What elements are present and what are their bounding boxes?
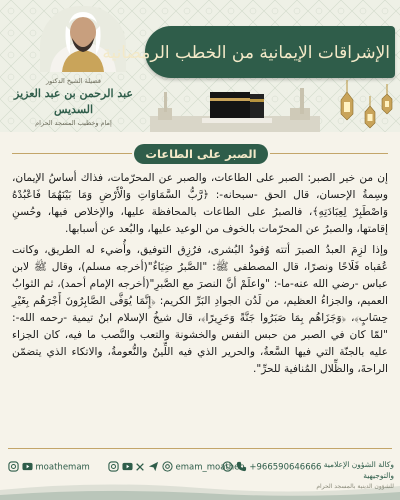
imam-honorific: فضيلة الشيخ الدكتور <box>46 77 101 85</box>
handle-text-1: emam_moathen <box>175 462 245 473</box>
footer-ornament <box>0 480 400 500</box>
series-title: الإشراقات الإيمانية من الخطب الرمضانية <box>102 43 390 63</box>
imam-role: إمام وخطيب المسجد الحرام <box>35 119 112 127</box>
topic-title: الصبر على الطاعات <box>134 144 268 164</box>
phone-number: +966590646666 <box>249 462 322 473</box>
lantern-icon <box>380 84 394 118</box>
camera-icon <box>8 461 19 472</box>
agency-subname: للشؤون الدينية بالمسجد الحرام <box>316 483 394 490</box>
send-icon <box>148 461 159 472</box>
handle-contact-2[interactable] <box>8 460 90 474</box>
paragraph: إن من خير الصبر: الصبر على الطاعات، والصبر عن المحرّمات، فذاك أساسُ الإيمان، وسِمةُ الإحسان، قال الحق -سبحانه-: ﴿رَّبُّ السَّمَاوَاتِ وَالْأَرْضِ وَمَا بَيْنَهُمَا فَاعْبُدْهُ وَاصْطَبِرْ لِعِبَادَتِهِ﴾، فالصبرُ على الطاعات بالمحافظة عليها، والإخلاص فيها، وحُسنِ إقامتها، والصبرُ عن المحرّمات بالخوف من الوعيد عليها، والبُعد عن أسبابها. <box>12 172 388 235</box>
x-icon <box>135 462 145 472</box>
imam-credit <box>6 76 141 132</box>
imam-name: عبد الرحمن بن عبد العزيز السديس <box>14 87 133 116</box>
divider-left <box>12 153 132 154</box>
paragraph: وإذا لزِمَ العبدُ الصبرَ أتته وُفودُ البُشرى، فرُزِق التوفيق، وأُضيء له الطريق، وكانت عُقباه فَلَاحًا ونصرًا، قال المصطفى ﷺ: "الصَّبرُ ضِيَاءٌ"(أخرجه مسلم)، وقال ﷺ لابن عباس -رضي الله عنه-ما-: "واعلَمْ أنَّ النصرَ مع الصَّبرِ"(أخرجه الإمام أحمد)، ثم الثوابُ العميم، والجزاءُ العظيم، من لَدُن الجوادِ البَرِّ الكريم: ﴿إِنَّمَا يُوَفَّى الصَّابِرُونَ أَجْرَهُم بِغَيْرِ حِسَابٍ﴾، ﴿وَجَزَاهُم بِمَا صَبَرُوا جَنَّةً وَحَرِيرًا﴾، قال شيخُ الإسلام ابنُ تيمية -رحمه الله-: "لمّا كان في الصبر من حبس النفس والخشونة والتعب والنَّصب ما فيه، كان الجزاء عليه بالجنّة التي فيها السَّعةُ، والحرير الذي فيه اللِّينُ والنُّعومةُ، والاتكاء الذي يتضمّن الراحةَ، والظِّلال المُنافية للحرِّ". <box>12 244 388 375</box>
header <box>0 0 400 132</box>
kaaba-illustration <box>150 78 320 132</box>
article-body <box>12 170 388 438</box>
camera-icon <box>108 461 119 472</box>
lantern-icon <box>362 96 378 132</box>
footer-divider <box>8 448 392 449</box>
play-icon <box>22 461 33 472</box>
handle-text-2: moathemam <box>35 462 90 473</box>
handle-contact-1[interactable] <box>108 460 245 474</box>
divider-right <box>270 153 388 154</box>
agency-name: وكالة الشؤون الإعلامية والتوجيهية <box>323 460 394 480</box>
play-icon <box>122 461 133 472</box>
lantern-icon <box>338 80 356 126</box>
at-icon <box>162 461 173 472</box>
